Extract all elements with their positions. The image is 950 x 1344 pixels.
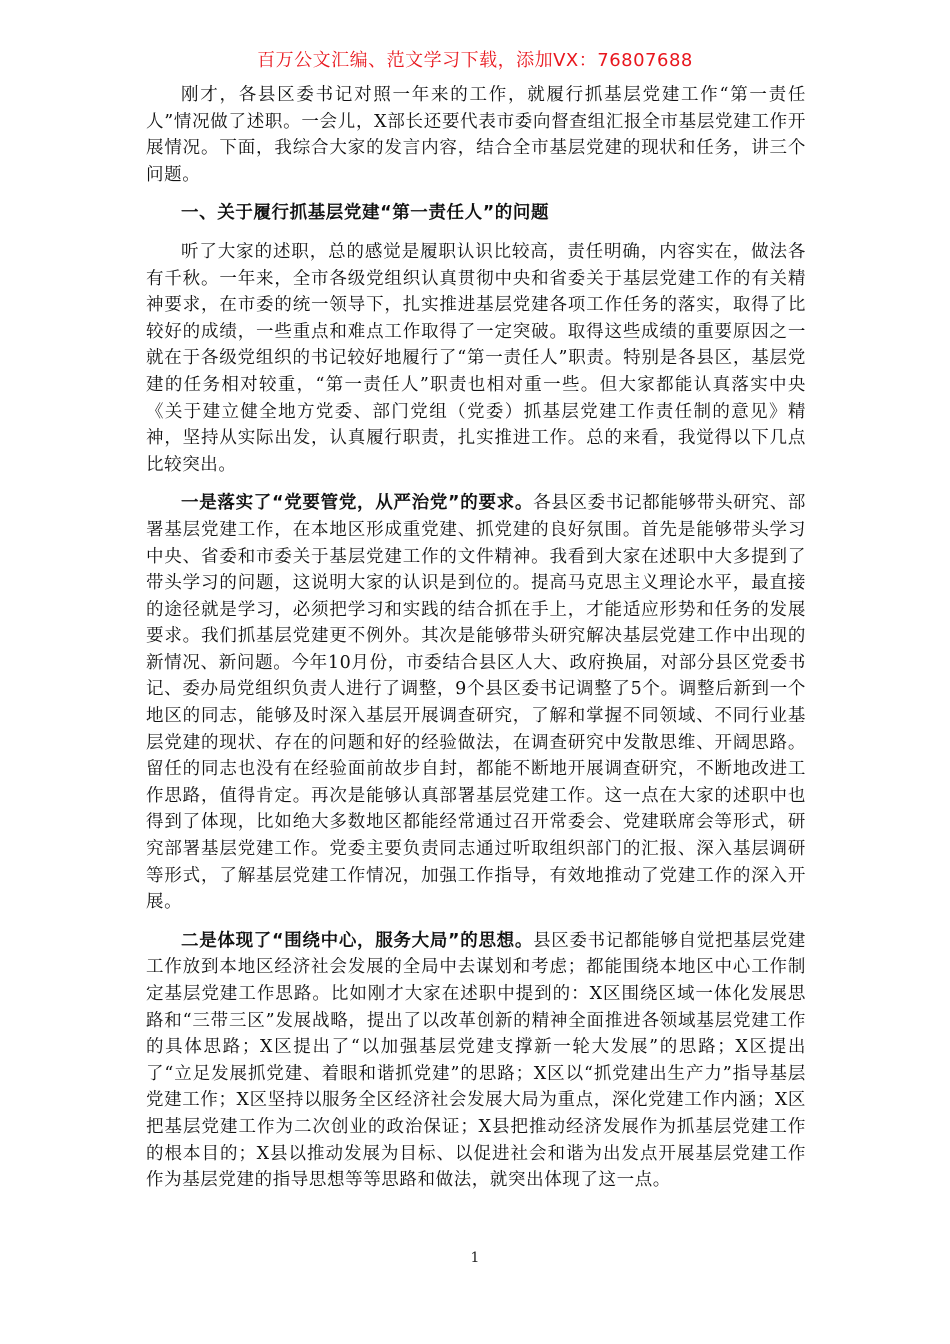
point-two-paragraph (146, 928, 806, 1194)
point-one-text: 各县区委书记都能够带头研究、部署基层党建工作，在本地区形成重党建、抓党建的良好氛围。首先是能够带头学习中央、省委和市委关于基层党建工作的文件精神。我看到大家在述职中大多提到了带头学习的问题，这说明大家的认识是到位的。提高马克思主义理论水平，最直接的途径就是学习，必须把学习和实践的结合抓在手上，才能适应形势和任务的发展要求。我们抓基层党建更不例外。其次是能够带头研究解决基层党建工作中出现的新情况、新问题。今年10月份，市委结合县区人大、政府换届，对部分县区党委书记、委办局党组织负责人进行了调整，9个县区委书记调整了5个。调整后新到一个地区的同志，能够及时深入基层开展调查研究，了解和掌握不同领域、不同行业基层党建的现状、存在的问题和好的经验做法，在调查研究中发散思维、开阔思路。留任的同志也没有在经验面前故步自封，都能不断地开展调查研究，不断地改进工作思路，值得肯定。再次是能够认真部署基层党建工作。这一点在大家的述职中也得到了体现，比如绝大多数地区都能经常通过召开常委会、党建联席会等形式，研究部署基层党建工作。党委主要负责同志通过听取组织部门的汇报、深入基层调研等形式，了解基层党建工作情况，加强工作指导，有效地推动了党建工作的深入开展。 (146, 493, 806, 913)
watermark-header: 百万公文汇编、范文学习下载，添加VX：76807688 (257, 50, 693, 71)
section-heading: 一、关于履行抓基层党建“第一责任人”的问题 (181, 203, 550, 224)
point-two-text: 县区委书记都能够自觉把基层党建工作放到本地区经济社会发展的全局中去谋划和考虑；都能围绕本地区中心工作制定基层党建工作思路。比如刚才大家在述职中提到的：X区围绕区域一体化发展思路和“三带三区”发展战略，提出了以改革创新的精神全面推进各领域基层党建工作的具体思路；X区提出了“以加强基层党建支撑新一轮大发展”的思路；X区提出了“立足发展抓党建、着眼和谐抓党建”的思路；X区以“抓党建出生产力”指导基层党建工作；X区坚持以服务全区经济社会发展大局为重点，深化党建工作内涵；X区把基层党建工作为二次创业的政治保证；X县把推动经济发展作为抓基层党建工作的根本目的；X县以推动发展为目标、以促进社会和谐为出发点开展基层党建工作作为基层党建的指导思想等等思路和做法，就突出体现了这一点。 (146, 930, 806, 1191)
intro-paragraph: 刚才，各县区委书记对照一年来的工作，就履行抓基层党建工作“第一责任人”情况做了述职。一会儿，X部长还要代表市委向督查组汇报全市基层党建工作开展情况。下面，我综合大家的发言内容，结合全市基层党建的现状和任务，讲三个问题。 (146, 85, 806, 185)
page-number: 1 (470, 1250, 480, 1266)
point-two-lead: 二是体现了“围绕中心，服务大局”的思想。 (181, 930, 534, 951)
point-one-paragraph (146, 490, 806, 916)
section-paragraph: 听了大家的述职，总的感觉是履职认识比较高，责任明确，内容实在，做法各有千秋。一年来，全市各级党组织认真贯彻中央和省委关于基层党建工作的有关精神要求，在市委的统一领导下，扎实推进基层党建各项工作任务的落实，取得了比较好的成绩，一些重点和难点工作取得了一定突破。取得这些成绩的重要原因之一就在于各级党组织的书记较好地履行了“第一责任人”职责。特别是各县区，基层党建的任务相对较重，“第一责任人”职责也相对重一些。但大家都能认真落实中央《关于建立健全地方党委、部门党组（党委）抓基层党建工作责任制的意见》精神，坚持从实际出发，认真履行职责，扎实推进工作。总的来看，我觉得以下几点比较突出。 (146, 241, 806, 475)
document-body (146, 82, 806, 1194)
point-one-lead: 一是落实了“党要管党，从严治党”的要求。 (181, 493, 534, 514)
